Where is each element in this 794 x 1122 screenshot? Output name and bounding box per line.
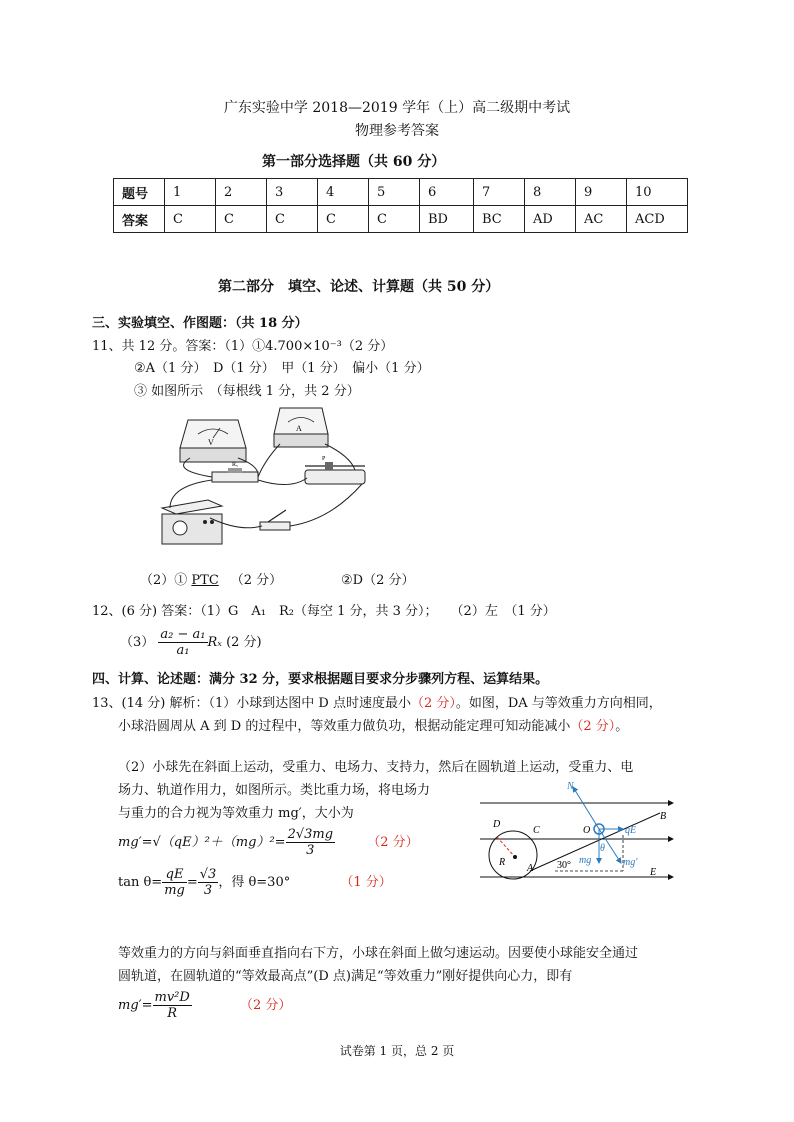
q12-prefix: （3） [120, 635, 155, 650]
eq1-fraction [286, 827, 335, 858]
eq2-lhs: tan θ= [118, 875, 163, 890]
eq3-numerator: mv²D [154, 990, 190, 1005]
section4-heading: 四、计算、论述题：满分 32 分，要求根据题目要求分步骤列方程、运算结果。 [92, 672, 549, 687]
force-diagram [475, 775, 680, 890]
q12-numerator: a₂ − a₁ [160, 627, 206, 642]
table-cell: 5 [369, 179, 420, 206]
q13-part2-line1: （2）小球先在斜面上运动，受重力、电场力、支持力，然后在圆轨道上运动，受重力、电 [118, 760, 634, 775]
page-footer: 试卷第 1 页，总 2 页 [339, 1044, 455, 1058]
q11-line1: 11、共 12 分。答案：（1）①4.700×10⁻³（2 分） [92, 339, 394, 354]
eq3-fraction [153, 990, 192, 1021]
table-cell: 6 [420, 179, 474, 206]
q13-part3-line2: 圆轨道，在圆轨道的“等效最高点”(D 点)满足“等效重力”刚好提供向心力，即有 [118, 969, 573, 984]
q13-text: 13、(14 分) 解析：（1）小球到达图中 D 点时速度最小 [92, 696, 411, 711]
label-mg-prime: mg′ [623, 857, 638, 868]
table-cell: C [369, 206, 420, 233]
label-n: N [567, 781, 574, 792]
eq2-score: （1 分） [340, 875, 392, 890]
q13-score: （2 分） [570, 719, 616, 734]
voltmeter [180, 420, 246, 462]
label-d: D [493, 819, 501, 830]
q13-part2-line2: 场力、轨道作用力，如图所示。类比重力场，将电场力 [118, 783, 431, 798]
q13-line1 [92, 692, 662, 711]
radius-da [497, 837, 515, 857]
eq2-fraction [162, 867, 187, 898]
eq2-fraction2 [198, 867, 219, 898]
ammeter-label: A [296, 424, 302, 433]
table-cell: ACD [627, 206, 688, 233]
table-cell: C [318, 206, 369, 233]
q12-fraction [158, 627, 207, 658]
eq2-numerator2: √3 [199, 867, 217, 882]
circuit-diagram [150, 400, 380, 550]
q12-denominator: a₁ [176, 643, 190, 658]
table-cell: 8 [525, 179, 576, 206]
table-cell: 题号 [114, 179, 165, 206]
table-cell: BC [474, 206, 525, 233]
q11-line3: ③ 如图所示 （每根线 1 分，共 2 分） [134, 384, 360, 399]
p-label: P [322, 456, 326, 462]
answer-subtitle: 物理参考答案 [355, 123, 439, 139]
label-mg: mg [579, 855, 592, 866]
q11-part2-score: （2 分） [230, 573, 283, 588]
q12-rx: Rₓ [207, 635, 222, 650]
eq2-tail: ，得 θ=30° [218, 875, 291, 890]
table-cell: 7 [474, 179, 525, 206]
eq3-score: （2 分） [239, 998, 292, 1013]
normal-force-arrow [573, 787, 599, 829]
exam-title: 广东实验中学 2018—2019 学年（上）高二级期中考试 [223, 100, 571, 116]
eq1-lhs: mg′=√（qE）²＋（mg）²= [118, 835, 286, 850]
eq1-score: （2 分） [367, 835, 419, 850]
table-cell: 2 [216, 179, 267, 206]
eq1-numerator: 2√3mg [287, 827, 334, 842]
q13-text: 小球沿圆周从 A 到 D 的过程中，等效重力做负功，根据动能定理可知动能减小 [118, 719, 571, 734]
q11-part2-prefix: （2）① [140, 573, 192, 588]
table-cell: AC [576, 206, 627, 233]
table-cell: 9 [576, 179, 627, 206]
label-angle: 30° [557, 860, 571, 871]
part1-heading: 第一部分选择题（共 60 分） [262, 154, 446, 170]
equation-2 [118, 867, 392, 898]
q13-line2 [118, 715, 628, 734]
table-cell: 3 [267, 179, 318, 206]
answer-table [113, 178, 688, 233]
rheostat [305, 456, 365, 484]
power-supply [162, 500, 222, 544]
label-r: R [499, 857, 506, 868]
q12-line2 [120, 627, 262, 658]
q13-part2-line3: 与重力的合力视为等效重力 mg′，大小为 [118, 806, 354, 821]
equation-1 [118, 827, 419, 858]
q13-score: （2 分） [410, 696, 456, 711]
eq2-numerator: qE [162, 867, 187, 883]
switch [260, 510, 290, 530]
table-cell: BD [420, 206, 474, 233]
eq3-denominator: R [167, 1006, 178, 1021]
q11-part2 [140, 569, 282, 588]
rx-label: Rₓ [232, 462, 238, 468]
table-row [114, 179, 688, 206]
label-qe: qE [625, 825, 637, 836]
q11-part2-d: ②D（2 分） [341, 573, 415, 588]
q13-part3-line1: 等效重力的方向与斜面垂直指向右下方，小球在斜面上做匀速运动。因要使小球能安全通过 [118, 946, 639, 961]
table-cell: 1 [165, 179, 216, 206]
ammeter [274, 408, 328, 447]
part2-heading: 第二部分 填空、论述、计算题（共 50 分） [218, 279, 500, 295]
table-row [114, 206, 688, 233]
table-cell: C [216, 206, 267, 233]
label-a: A [527, 863, 534, 874]
eq2-equals: = [186, 875, 198, 890]
table-cell: 4 [318, 179, 369, 206]
table-cell: C [165, 206, 216, 233]
q12-score: (2 分) [226, 635, 262, 650]
q13-text: 。如图，DA 与等效重力方向相同， [455, 696, 662, 711]
equation-3 [118, 990, 291, 1021]
table-cell: AD [525, 206, 576, 233]
label-e: E [650, 867, 657, 878]
section3-heading: 三、实验填空、作图题：（共 18 分） [92, 316, 308, 331]
label-c: C [533, 825, 540, 836]
ptc-answer: PTC [191, 573, 219, 588]
q12-line1: 12、(6 分) 答案：（1）G A₁ R₂（每空 1 分，共 3 分）； （2）左 （1 分） [92, 604, 556, 619]
table-cell: 10 [627, 179, 688, 206]
table-cell: 答案 [114, 206, 165, 233]
eq2-denominator2: 3 [203, 883, 213, 898]
label-b: B [660, 811, 667, 822]
voltmeter-label: V [208, 438, 214, 447]
label-theta: θ [600, 843, 605, 854]
label-o: O [583, 825, 591, 836]
eq2-denominator: mg [164, 883, 185, 898]
eq3-lhs: mg′= [118, 998, 153, 1013]
q13-text: 。 [615, 719, 629, 734]
table-cell: C [267, 206, 318, 233]
eq1-denominator: 3 [306, 843, 315, 858]
q11-line2: ②A（1 分） D（1 分） 甲（1 分） 偏小（1 分） [134, 361, 430, 376]
